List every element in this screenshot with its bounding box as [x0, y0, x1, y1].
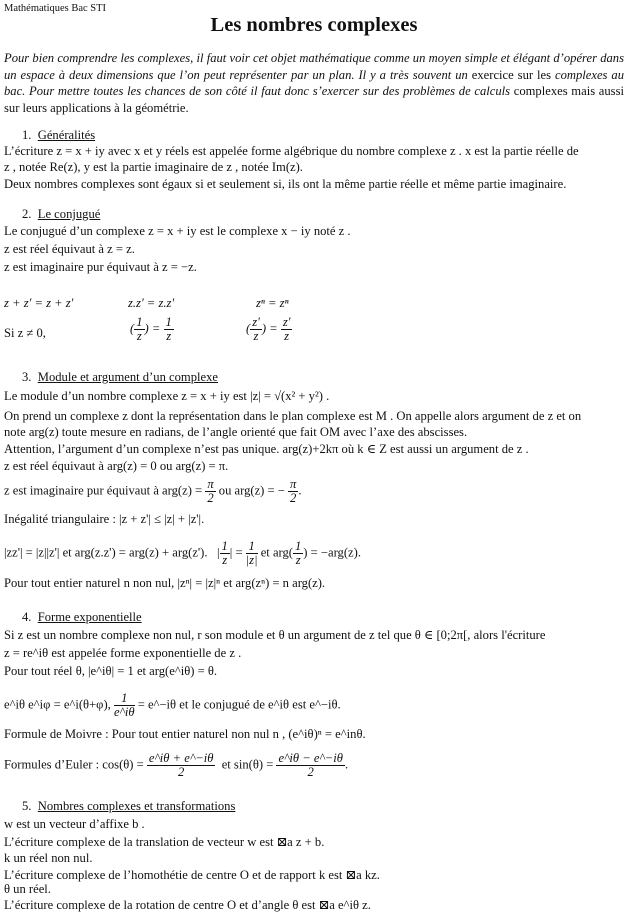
section-1-number: 1.	[22, 128, 32, 142]
s5-line-4: L’écriture complexe de l’homothétie de centre O et de rapport k est ⊠a kz.	[4, 868, 380, 882]
euler-sin-numerator: e^iθ − e^−iθ	[278, 751, 343, 765]
s3-line-8-a: |zz'| = |z||z'| et arg(z.z') = arg(z) + arg(z').	[4, 545, 208, 560]
s1-line-3: Deux nombres complexes sont égaux si et seulement si, ils ont la même partie réelle et même partie imaginaire.	[4, 177, 567, 191]
section-4-heading	[22, 610, 142, 625]
fraction-denominator: 2	[290, 491, 297, 505]
fraction-numerator: π	[207, 477, 214, 491]
s5-line-2: L’écriture complexe de la translation de vecteur w est ⊠a z + b.	[4, 835, 325, 849]
s2-line-1: Le conjugué d’un complexe z = x + iy est le complexe x − iy noté z .	[4, 224, 351, 238]
section-1-title: Généralités	[37, 128, 96, 142]
section-1-heading	[22, 128, 95, 143]
intro-text-2: complexes mais aussi sur leurs applications à la géométrie.	[4, 84, 624, 115]
fraction-numerator: π	[290, 477, 297, 491]
s4-line-6: Formules d’Euler : cos(θ) = $\frac{e\^{}i\theta + e\^{}-i\theta}{2}$ et sin(θ) = $\frac{e\^{}i\theta - e\^{}-i\theta}{2}$ .	[4, 751, 349, 779]
intro-italic-2: complexes au bac. Pour mettre toutes les chances de son côté il faut donc s’exercer sur des problèmes de calculs	[4, 67, 624, 98]
s1-line-2: z , notée Re(z), y est la partie imaginaire de z , notée Im(z).	[4, 160, 303, 174]
euler-cos-numerator: e^iθ + e^−iθ	[148, 751, 214, 765]
section-3-title: Module et argument d’un complexe	[37, 370, 218, 384]
s3-line-2: On prend un complexe z dont la représentation dans le plan complexe est M . On appelle alors argument de z et on	[4, 409, 582, 423]
conj-inverse-formula: ( $\frac{1}{z}$ ) = $\frac{1}{z}$	[130, 315, 172, 343]
conj-quotient-formula: ( $\frac{z'}{z}$ ) = $\frac{z'}{z}$	[246, 315, 291, 343]
conj-product-formula: z.z' = z.z'	[128, 296, 175, 310]
s4-line-5: Formule de Moivre : Pour tout entier naturel non nul n , (e^iθ)ⁿ = e^inθ.	[4, 727, 366, 741]
intro-text-1: exercice sur les	[467, 67, 555, 82]
euler-sin-fraction: $\frac{e\^{}i\theta - e\^{}-i\theta}{2}$	[278, 751, 343, 779]
s2-si-label: Si z ≠ 0,	[4, 326, 46, 340]
s2-line-2: z est réel équivaut à z = z.	[4, 242, 135, 256]
s3-line-6: z est imaginaire pur équivaut à arg(z) = $\frac{\pi}{2}$ ou arg(z) = − $\frac{\pi}{2}$ .	[4, 477, 302, 505]
s3-line-4: Attention, l’argument d’un complexe n’est pas unique. arg(z)+2kπ où k ∈ Z est aussi un argument de z .	[4, 442, 529, 456]
section-2-title: Le conjugué	[37, 207, 101, 221]
euler-cos-fraction: $\frac{e\^{}i\theta + e\^{}-i\theta}{2}$	[148, 751, 214, 779]
s4-line-6-b: et sin(θ) =	[221, 757, 274, 772]
section-5-number: 5.	[22, 799, 32, 813]
section-2-heading	[22, 207, 100, 222]
running-header: Mathématiques Bac STI	[4, 3, 107, 14]
page-title: Les nombres complexes	[210, 14, 418, 36]
s4-line-6-a: Formules d’Euler : cos(θ) =	[4, 757, 144, 772]
section-3-heading	[22, 370, 218, 385]
s3-line-3: note arg(z) toute mesure en radians, de l’angle orienté que fait OM avec l’axe des abscisses.	[4, 425, 468, 439]
s3-line-5: z est réel équivaut à arg(z) = 0 ou arg(z) = π.	[4, 459, 229, 473]
s3-line-6-b: ou arg(z) = −	[218, 483, 285, 498]
s4-line-1: Si z est un nombre complexe non nul, r son module et θ un argument de z tel que θ ∈ [0;2π[, alors l'écriture	[4, 628, 546, 642]
conj-power-formula: zⁿ = zⁿ	[256, 296, 289, 310]
s4-line-2: z = re^iθ est appelée forme exponentielle de z .	[4, 646, 242, 660]
section-4-title: Forme exponentielle	[37, 610, 142, 624]
s5-line-1: w est un vecteur d’affixe b .	[4, 817, 145, 831]
fraction-denominator: 2	[207, 491, 214, 505]
section-2-number: 2.	[22, 207, 32, 221]
s5-line-5: θ un réel.	[4, 882, 51, 896]
s4-line-4: e^iθ e^iφ = e^i(θ+φ), $\frac{1}{e\^{}i\theta}$ = e^−iθ et le conjugué de e^iθ est e^−iθ.	[4, 691, 341, 719]
s5-line-3: k un réel non nul.	[4, 851, 93, 865]
minus-pi-over-two-fraction	[288, 478, 298, 505]
intro-italic-1: Pour bien comprendre les complexes, il faut voir cet objet mathématique comme un moyen simple et élégant d’opérer dans un espace à deux dimensions que l’on peut représenter par un plan. Il y a très souvent un	[4, 51, 624, 82]
s4-line-4-a: e^iθ e^iφ = e^i(θ+φ),	[4, 697, 111, 712]
s3-line-9: Pour tout entier naturel n non nul, |zⁿ| = |z|ⁿ et arg(zⁿ) = n arg(z).	[4, 576, 326, 590]
section-5-title: Nombres complexes et transformations	[37, 799, 236, 813]
s3-line-7: Inégalité triangulaire : |z + z'| ≤ |z| + |z'|.	[4, 512, 205, 526]
section-4-number: 4.	[22, 610, 32, 624]
s2-line-3: z est imaginaire pur équivaut à z = −z.	[4, 260, 197, 274]
s1-line-1: L’écriture z = x + iy avec x et y réels est appelée forme algébrique du nombre complexe z . x est la partie réelle de	[4, 144, 579, 158]
section-3-number: 3.	[22, 370, 32, 384]
s4-line-3: Pour tout réel θ, |e^iθ| = 1 et arg(e^iθ) = θ.	[4, 664, 218, 678]
s4-line-4-b: = e^−iθ et le conjugué de e^iθ est e^−iθ.	[137, 697, 341, 712]
intro-paragraph	[4, 50, 624, 116]
s3-line-8-b: et arg	[260, 545, 289, 560]
s3-line-1: Le module d’un nombre complexe z = x + iy est |z| = √(x² + y²) .	[4, 389, 330, 403]
pi-over-two-fraction	[205, 478, 215, 505]
s3-line-8-c: = −arg(z).	[310, 545, 361, 560]
s3-line-6-a: z est imaginaire pur équivaut à arg(z) =	[4, 483, 203, 498]
conj-sum-formula: z + z' = z + z'	[4, 296, 74, 310]
section-5-heading	[22, 799, 235, 814]
s3-line-8: |zz'| = |z||z'| et arg(z.z') = arg(z) + arg(z'). | $\frac{1}{z}$ | = $\frac{1}{|z|}$ et arg( $\frac{1}{z}$ ) = −arg(z).	[4, 539, 361, 567]
s5-line-6: L’écriture complexe de la rotation de centre O et d’angle θ est ⊠a e^iθ z.	[4, 898, 371, 912]
